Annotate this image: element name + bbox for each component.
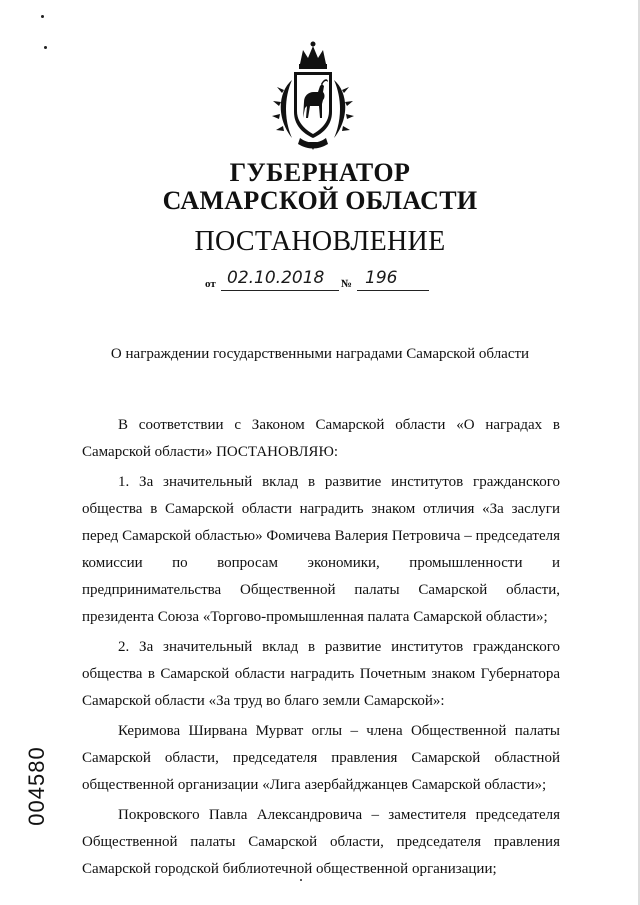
margin-stamp	[22, 740, 52, 832]
samara-coat-of-arms-icon	[270, 40, 356, 152]
paragraph-awardee-pokrovsky: Покровского Павла Александровича – заместителя председателя Общественной палаты Самарской области, председателя правления Самарской городской библиотечной общественной организации;	[82, 807, 560, 877]
issuer-region: САМАРСКОЙ ОБЛАСТИ	[162, 186, 478, 215]
document-subject: О награждении государственными наградами Самарской области	[110, 346, 530, 362]
number-label: №	[341, 278, 353, 290]
handwritten-number: 196	[365, 268, 398, 288]
scan-speck	[44, 46, 47, 49]
date-number-line	[205, 268, 445, 294]
paragraph-item-2: 2. За значительный вклад в развитие институтов гражданского общества в Самарской области наградить Почетным знаком Губернатора Самарской области «За труд во благо земли Самарской»:	[82, 639, 560, 709]
date-underline	[221, 290, 339, 291]
scan-speck	[41, 15, 44, 18]
document-body	[82, 412, 560, 886]
document-type: ПОСТАНОВЛЕНИЕ	[194, 226, 446, 257]
number-underline	[357, 290, 429, 291]
issuer-title: ГУБЕРНАТОР	[229, 158, 411, 187]
date-from-label: от	[205, 278, 216, 290]
paragraph-item-1: 1. За значительный вклад в развитие институтов гражданского общества в Самарской области наградить знаком отличия «За заслуги перед Самарской областью» Фомичева Валерия Петровича – председателя комиссии по вопросам экономики, промышленности и предпринимательства Общественной палаты Самарской области, президента Союза «Торгово-промышленная палата Самарской области»;	[82, 474, 560, 625]
margin-stamp-number: 004580	[24, 746, 49, 826]
paragraph-awardee-kerimov: Керимова Ширвана Мурват оглы – члена Общественной палаты Самарской области, председателя правления Самарской областной общественной организации «Лига азербайджанцев Самарской области»;	[82, 723, 560, 793]
handwritten-date: 02.10.2018	[227, 268, 325, 288]
paragraph-preamble: В соответствии с Законом Самарской области «О наградах в Самарской области» ПОСТАНОВЛЯЮ:	[82, 417, 560, 460]
